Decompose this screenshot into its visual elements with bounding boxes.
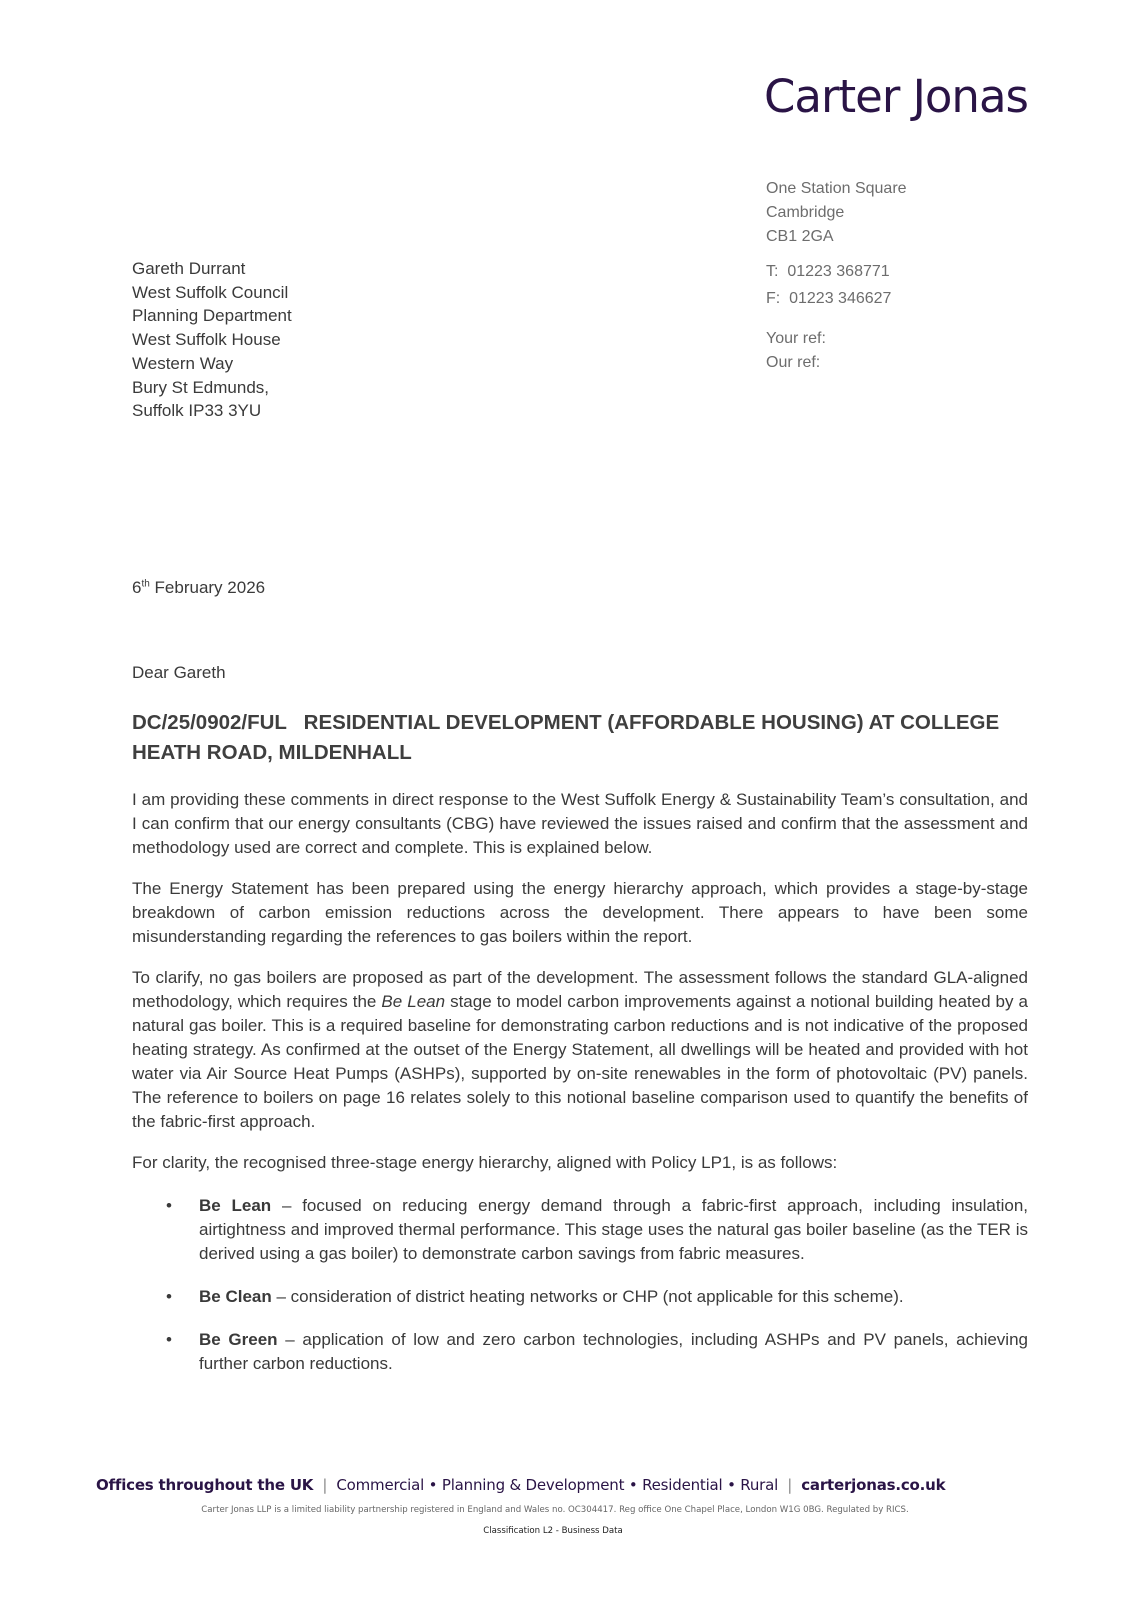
paragraph: The Energy Statement has been prepared using the energy hierarchy approach, which provides a stage-by-stage breakdown of carbon emission reductions across the development. There appears to have been some misunderstanding regarding the references to gas boilers within the report. (132, 879, 1028, 946)
recipient-line: Suffolk IP33 3YU (132, 401, 262, 421)
letter-body (132, 788, 1028, 1395)
date-day: 6 (132, 578, 142, 597)
bullet-icon: • (166, 1287, 172, 1306)
our-ref: Our ref: (766, 354, 821, 371)
list-item (132, 1194, 1028, 1266)
bullet-icon: • (166, 1330, 172, 1349)
address-line: CB1 2GA (766, 228, 834, 245)
recipient-line: Western Way (132, 353, 234, 373)
footer-legal: Carter Jonas LLP is a limited liability partnership registered in England and Wales no. OC304417. Reg office One Chapel Place, London W1G 0BG. Regulated by RICS. (201, 1505, 909, 1515)
list-item (132, 1328, 1028, 1376)
list-item (132, 1285, 1028, 1309)
sender-address (766, 177, 907, 249)
sender-contact (766, 258, 891, 312)
text: To clarify, no gas boilers are proposed as part of the development. The assessment follows the standard GLA-aligned methodology, which requires the (132, 968, 1028, 1011)
separator: | (778, 1476, 802, 1494)
fax: F: 01223 346627 (766, 290, 892, 307)
paragraph: For clarity, the recognised three-stage energy hierarchy, aligned with Policy LP1, is as follows: (132, 1153, 838, 1172)
recipient-line: Gareth Durrant (132, 259, 246, 278)
recipient-address (132, 257, 292, 423)
carter-jonas-logo: Carter Jonas (764, 70, 1028, 123)
letter-heading: DC/25/0902/FUL RESIDENTIAL DEVELOPMENT (AFFORDABLE HOUSING) AT COLLEGE HEATH ROAD, MILDENHALL (132, 711, 1005, 764)
date-rest: February 2026 (149, 578, 266, 597)
paragraph (132, 966, 1028, 1134)
hierarchy-list (132, 1194, 1028, 1376)
salutation: Dear Gareth (132, 663, 226, 682)
offices: Offices throughout the UK (96, 1476, 314, 1494)
text: stage to model carbon improvements against a notional building heated by a natural gas boiler. This is a required baseline for demonstrating carbon reductions and is not indicative of the proposed heating strategy. As confirmed at the outset of the Energy Statement, all dwellings will be heated and provided with hot water via Air Source Heat Pumps (ASHPs), supported by on-site renewables in the form of photovoltaic (PV) panels. The reference to boilers on page 16 relates solely to this notional baseline comparison used to quantify the benefits of the fabric-first approach. (132, 992, 1028, 1131)
recipient-line: West Suffolk House (132, 330, 281, 350)
text: – focused on reducing energy demand through a fabric-first approach, including insulation, airtightness and improved thermal performance. This stage uses the natural gas boiler baseline (as the TER is derived using a gas boiler) to demonstrate carbon savings from fabric measures. (199, 1196, 1028, 1263)
website-link[interactable]: carterjonas.co.uk (801, 1476, 946, 1494)
references (766, 327, 826, 375)
emphasis: Be Lean (381, 992, 446, 1011)
date-suffix: th (141, 578, 150, 590)
bullet-icon: • (166, 1196, 172, 1215)
letter-date (132, 578, 265, 598)
paragraph: I am providing these comments in direct response to the West Suffolk Energy & Sustainability Team’s consultation, and I can confirm that our energy consultants (CBG) have reviewed the issues raised and confirm that the assessment and methodology used are correct and complete. This is explained below. (132, 790, 1028, 857)
your-ref: Your ref: (766, 330, 826, 347)
text: – consideration of district heating networks or CHP (not applicable for this scheme). (271, 1287, 904, 1306)
recipient-line: Bury St Edmunds, (132, 377, 270, 397)
recipient-line: West Suffolk Council (132, 282, 289, 302)
services: Commercial • Planning & Development • Residential • Rural (336, 1476, 779, 1494)
telephone: T: 01223 368771 (766, 263, 890, 280)
term: Be Lean (199, 1196, 272, 1215)
term: Be Clean (199, 1287, 272, 1306)
text: – application of low and zero carbon technologies, including ASHPs and PV panels, achieving further carbon reductions. (199, 1330, 1028, 1373)
term: Be Green (199, 1330, 278, 1349)
footer-tagline (96, 1476, 945, 1494)
address-line: One Station Square (766, 180, 907, 197)
footer-classification: Classification L2 - Business Data (483, 1526, 623, 1536)
separator: | (313, 1476, 337, 1494)
recipient-line: Planning Department (132, 306, 292, 326)
address-line: Cambridge (766, 204, 845, 221)
